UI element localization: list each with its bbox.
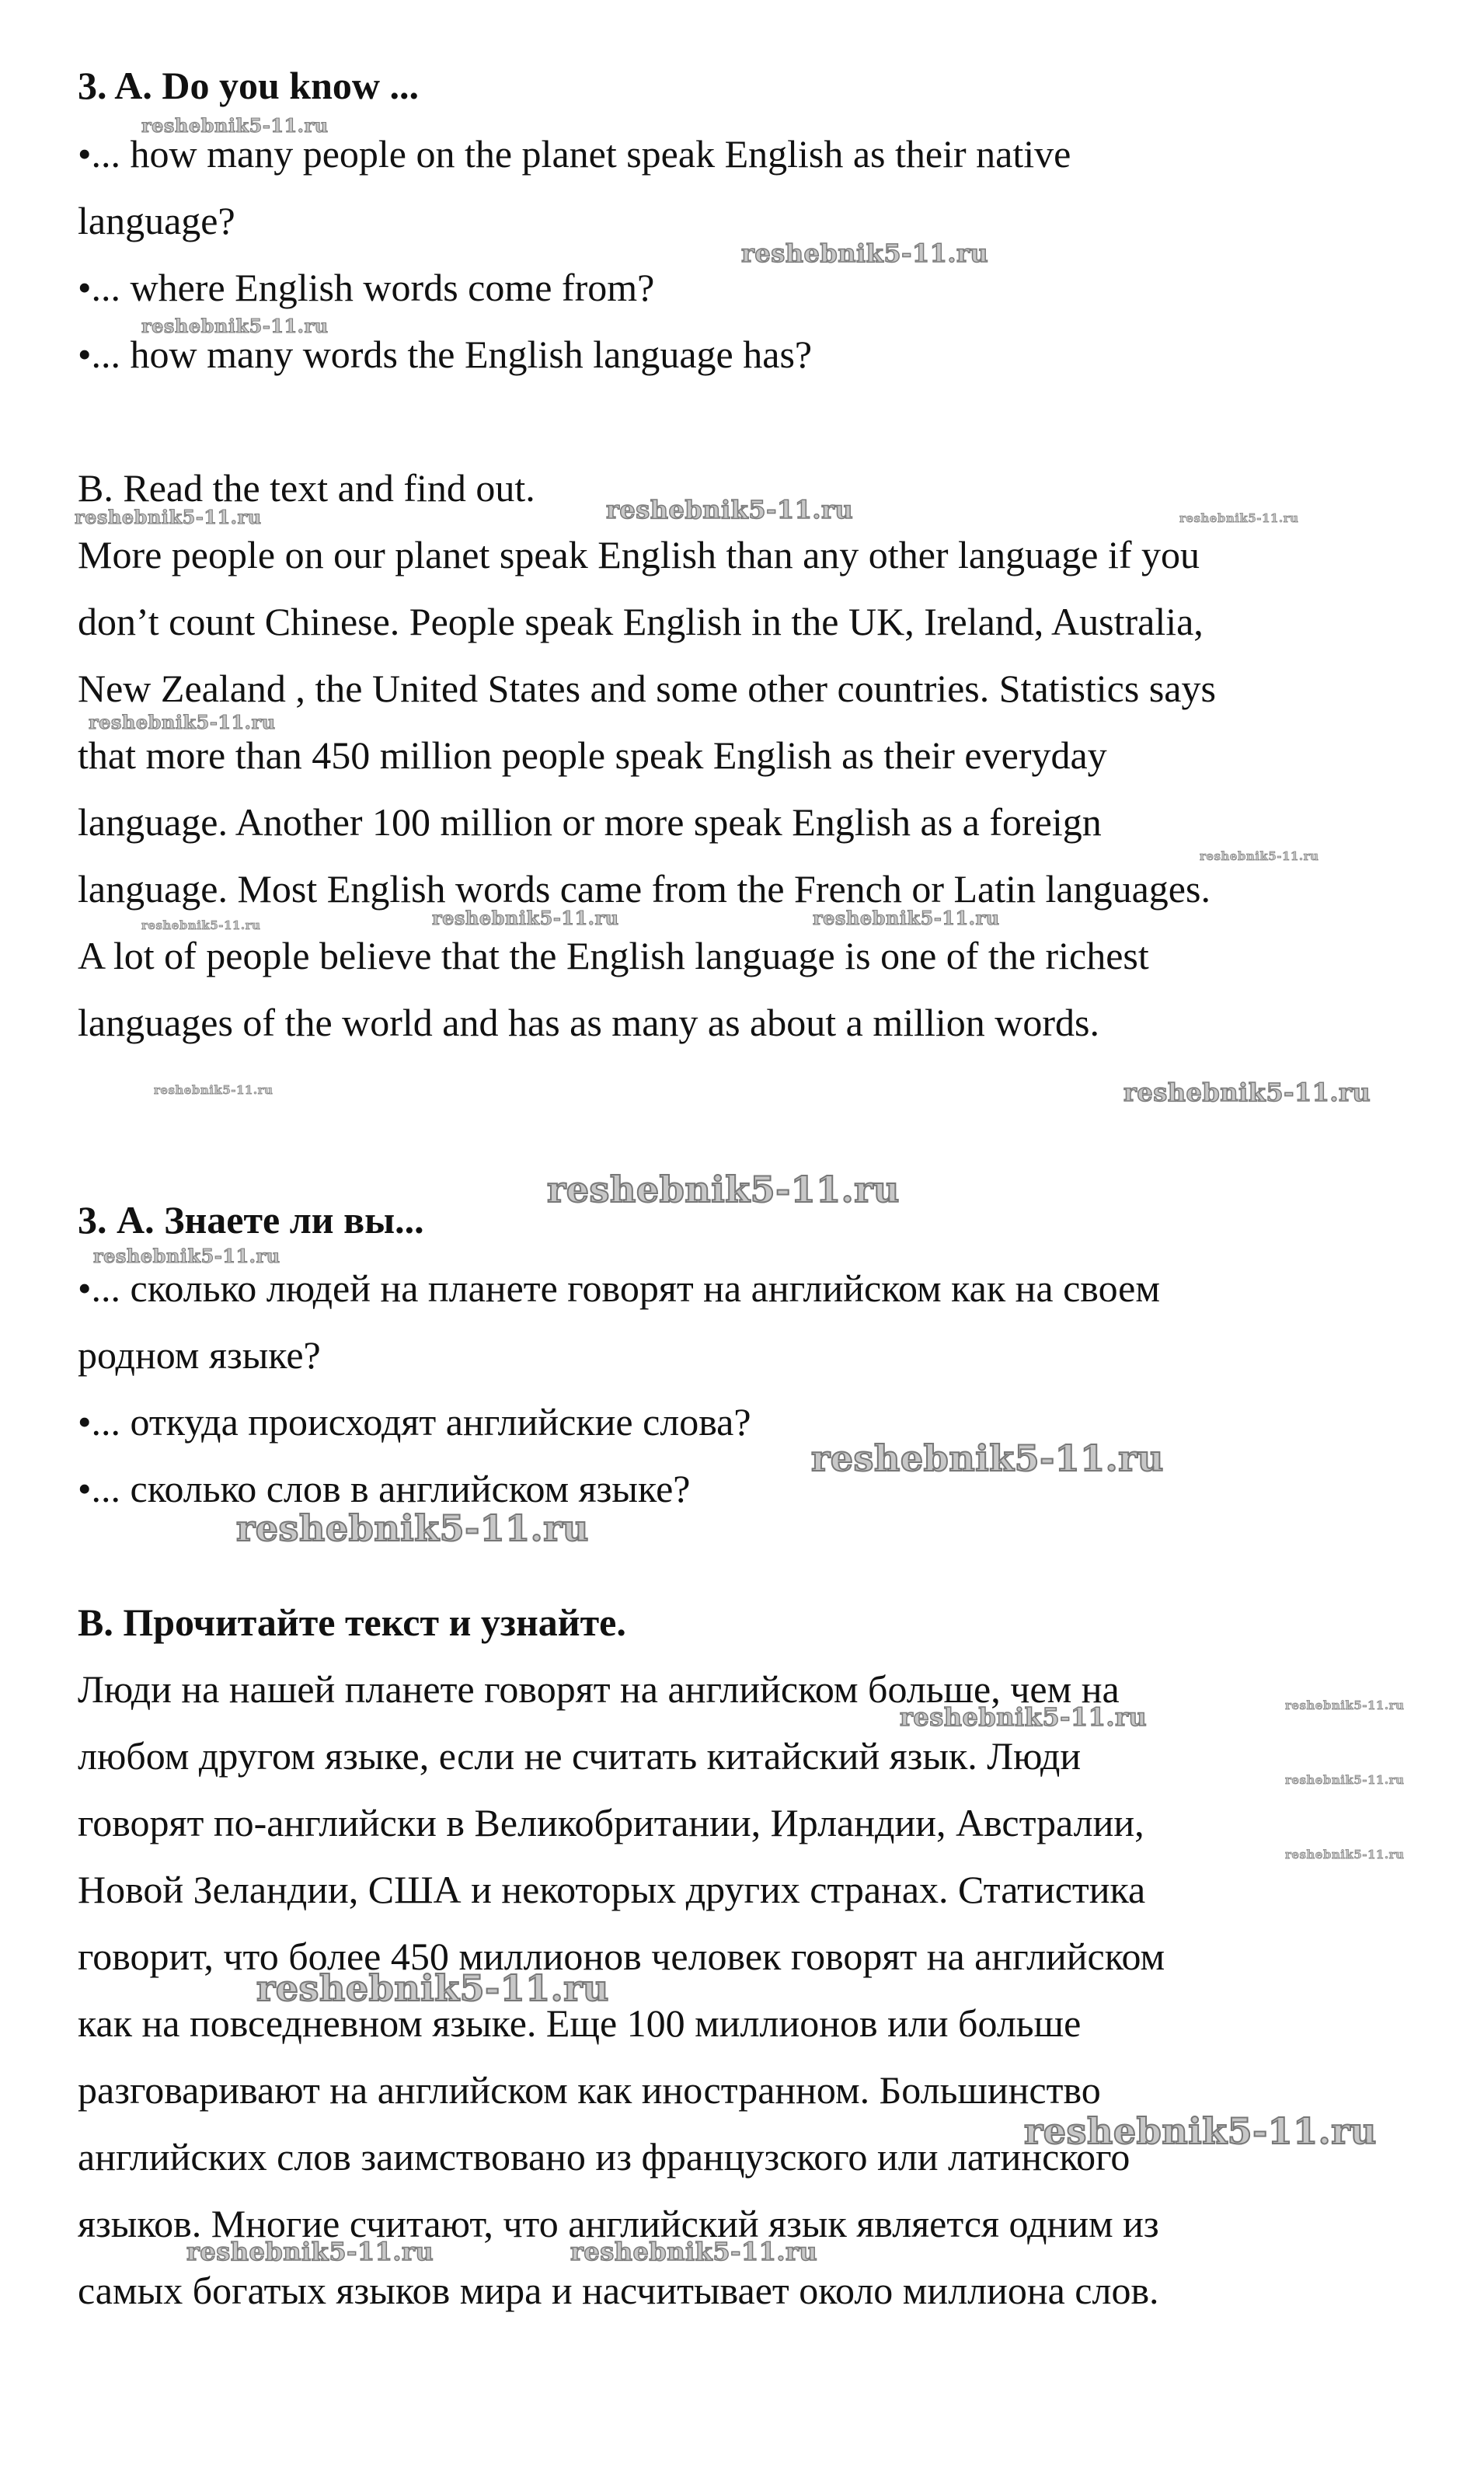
russian-title: 3. А. Знаете ли вы... — [78, 1198, 424, 1242]
watermark: reshebnik5-11.ru — [570, 2237, 818, 2266]
watermark: reshebnik5-11.ru — [89, 711, 276, 733]
russian-text-line: любом другом языке, если не считать китайский язык. Люди — [78, 1734, 1082, 1778]
watermark: reshebnik5-11.ru — [741, 239, 989, 268]
russian-text-line: английских слов заимствовано из французского или латинского — [78, 2135, 1130, 2179]
watermark: reshebnik5-11.ru — [141, 918, 261, 932]
watermark: reshebnik5-11.ru — [1285, 1848, 1405, 1862]
english-text-line: A lot of people believe that the English language is one of the richest — [78, 934, 1149, 977]
russian-question: •... сколько людей на планете говорят на английском как на своем — [78, 1266, 1161, 1310]
english-question: language? — [78, 199, 235, 242]
russian-text-line: самых богатых языков мира и насчитывает около миллиона слов. — [78, 2269, 1159, 2312]
watermark: reshebnik5-11.ru — [236, 1507, 589, 1549]
english-question: •... how many words the English language has? — [78, 333, 813, 376]
english-task-b: B. Read the text and find out. — [78, 466, 535, 510]
watermark: reshebnik5-11.ru — [93, 1245, 280, 1267]
english-text-line: languages of the world and has as many as about a million words. — [78, 1001, 1099, 1044]
english-text-line: language. Most English words came from the French or Latin languages. — [78, 867, 1211, 911]
watermark: reshebnik5-11.ru — [1123, 1078, 1371, 1107]
english-text-line: don’t count Chinese. People speak English in the UK, Ireland, Australia, — [78, 600, 1204, 643]
english-title: 3. A. Do you know ... — [78, 64, 419, 107]
watermark: reshebnik5-11.ru — [900, 1702, 1148, 1732]
english-text-line: More people on our planet speak English than any other language if you — [78, 533, 1200, 576]
watermark: reshebnik5-11.ru — [75, 506, 262, 528]
russian-question: родном языке? — [78, 1333, 321, 1377]
russian-text-line: как на повседневном языке. Еще 100 миллионов или больше — [78, 2001, 1082, 2045]
russian-text-line: разговаривают на английском как иностранном. Большинство — [78, 2068, 1101, 2112]
watermark: reshebnik5-11.ru — [256, 1967, 609, 2009]
watermark: reshebnik5-11.ru — [813, 907, 1000, 929]
english-text-line: language. Another 100 million or more speak English as a foreign — [78, 800, 1102, 844]
english-text-line: that more than 450 million people speak English as their everyday — [78, 733, 1107, 777]
watermark: reshebnik5-11.ru — [606, 495, 854, 524]
watermark: reshebnik5-11.ru — [141, 114, 329, 137]
english-question: •... how many people on the planet speak English as their native — [78, 132, 1071, 176]
russian-question: •... откуда происходят английские слова? — [78, 1400, 751, 1444]
watermark: reshebnik5-11.ru — [432, 907, 619, 929]
watermark: reshebnik5-11.ru — [154, 1083, 273, 1097]
russian-text-line: говорят по-английски в Великобритании, Ирландии, Австралии, — [78, 1801, 1144, 1844]
watermark: reshebnik5-11.ru — [547, 1169, 900, 1210]
watermark: reshebnik5-11.ru — [1179, 511, 1299, 525]
russian-text-line: говорит, что более 450 миллионов человек говорят на английском — [78, 1935, 1165, 1978]
watermark: reshebnik5-11.ru — [811, 1437, 1164, 1479]
russian-question: •... сколько слов в английском языке? — [78, 1467, 691, 1510]
russian-text-line: Новой Зеландии, США и некоторых других странах. Статистика — [78, 1868, 1146, 1911]
watermark: reshebnik5-11.ru — [1285, 1698, 1405, 1712]
watermark: reshebnik5-11.ru — [186, 2237, 434, 2266]
watermark: reshebnik5-11.ru — [1024, 2110, 1377, 2152]
watermark: reshebnik5-11.ru — [1200, 849, 1319, 863]
russian-text-line: языков. Многие считают, что английский язык является одним из — [78, 2202, 1159, 2245]
english-question: •... where English words come from? — [78, 266, 655, 309]
watermark: reshebnik5-11.ru — [1285, 1773, 1405, 1787]
russian-task-b: В. Прочитайте текст и узнайте. — [78, 1600, 626, 1644]
watermark: reshebnik5-11.ru — [141, 315, 329, 337]
english-text-line: New Zealand , the United States and some other countries. Statistics says — [78, 667, 1216, 710]
russian-text-line: Люди на нашей планете говорят на английском больше, чем на — [78, 1667, 1120, 1711]
